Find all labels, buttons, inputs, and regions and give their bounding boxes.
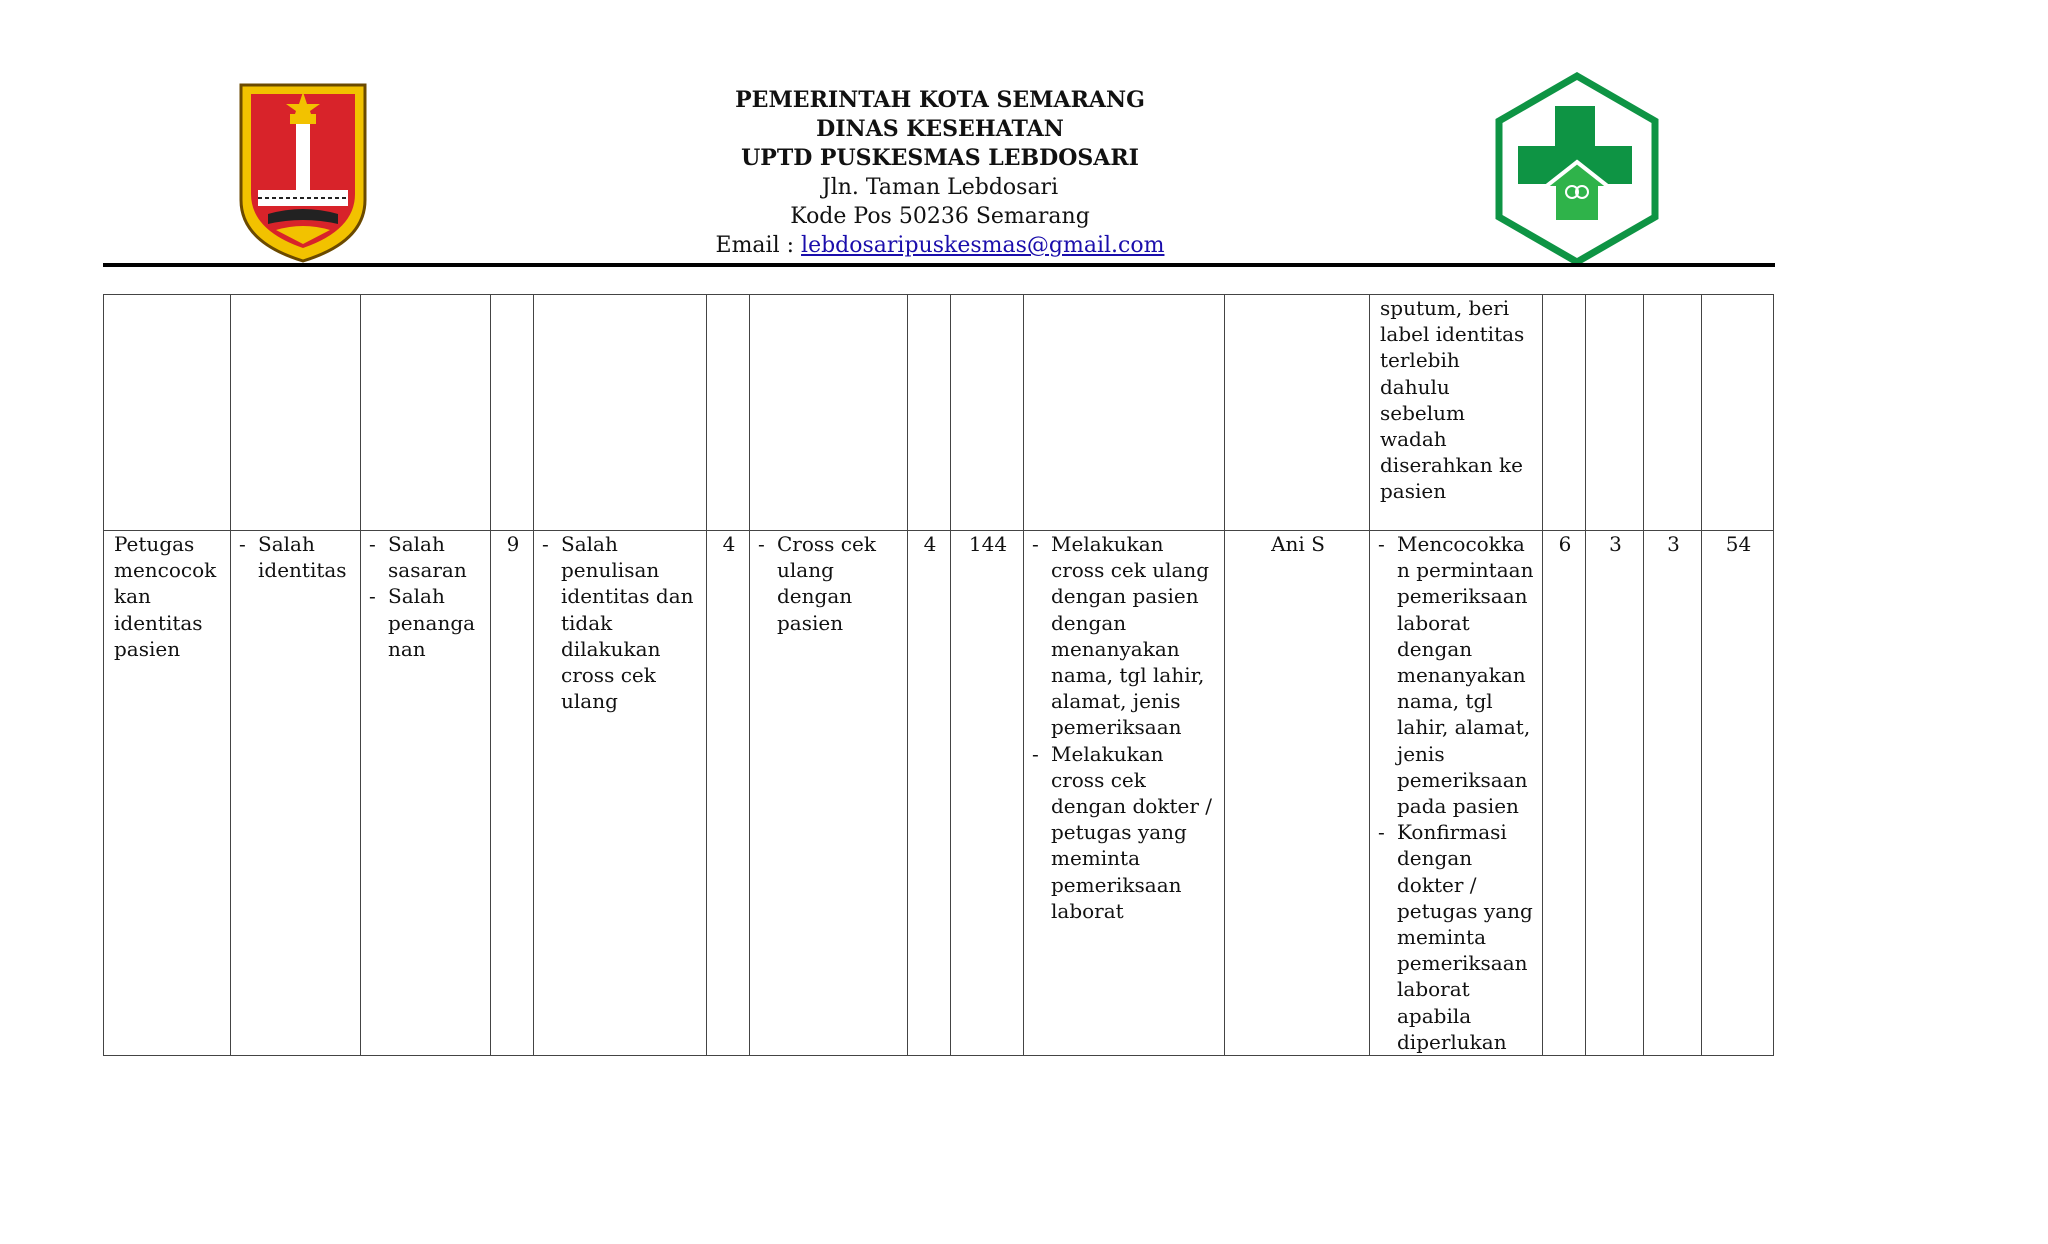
risk-table xyxy=(103,294,1774,1056)
table-cell xyxy=(908,295,951,531)
cause-cell xyxy=(534,531,707,1056)
puskesmas-name: UPTD PUSKESMAS LEBDOSARI xyxy=(741,145,1139,171)
pic-cell: Ani S xyxy=(1225,531,1370,1056)
semarang-city-crest-icon xyxy=(238,82,368,264)
action-cell xyxy=(1370,531,1543,1056)
list-item: - Salah identitas xyxy=(239,531,352,583)
puskesmas-green-cross-icon xyxy=(1494,72,1660,266)
list-item: - Cross cek ulang dengan pasien xyxy=(758,531,899,636)
address: Jln. Taman Lebdosari xyxy=(821,175,1059,200)
table-cell xyxy=(1644,295,1702,531)
table-cell xyxy=(1702,295,1774,531)
occurrence-after-cell: 3 xyxy=(1586,531,1644,1056)
rpn-after-cell: 54 xyxy=(1702,531,1774,1056)
list-item: - Salah penulisan identitas dan tidak dilakukan cross cek ulang xyxy=(542,531,698,714)
occurrence-cell: 4 xyxy=(707,531,750,1056)
table-cell xyxy=(1586,295,1644,531)
table-row xyxy=(104,531,1774,1056)
continued-action-cell: sputum, beri label identitas terlebih dahulu sebelum wadah diserahkan ke pasien xyxy=(1370,295,1543,531)
list-item: - Melakukan cross cek dengan dokter / petugas yang meminta pemeriksaan laborat xyxy=(1032,741,1216,924)
detection-after-cell: 3 xyxy=(1644,531,1702,1056)
detection-cell: 4 xyxy=(908,531,951,1056)
severity-after-cell: 6 xyxy=(1543,531,1586,1056)
severity-cell: 9 xyxy=(491,531,534,1056)
table-cell xyxy=(951,295,1024,531)
letterhead-text xyxy=(630,86,1250,260)
table-cell xyxy=(104,295,231,531)
letterhead-divider xyxy=(103,263,1775,267)
department-name: DINAS KESEHATAN xyxy=(816,116,1064,142)
table-cell xyxy=(1225,295,1370,531)
effect-cell xyxy=(361,531,491,1056)
email-label: Email : xyxy=(715,233,802,258)
activity-cell: Petugas mencocok kan identitas pasien xyxy=(104,531,231,1056)
list-item: - Salah penanga nan xyxy=(369,583,482,662)
table-cell xyxy=(707,295,750,531)
letterhead xyxy=(0,0,2048,270)
table-row xyxy=(104,295,1774,531)
table-cell xyxy=(1543,295,1586,531)
list-item: - Konfirmasi dengan dokter / petugas yang meminta pemeriksaan laborat apabila diperlukan xyxy=(1378,819,1534,1055)
table-cell xyxy=(534,295,707,531)
table-cell xyxy=(1024,295,1225,531)
table-cell xyxy=(491,295,534,531)
postal-code: Kode Pos 50236 Semarang xyxy=(790,204,1090,229)
table-cell xyxy=(361,295,491,531)
rpn-cell: 144 xyxy=(951,531,1024,1056)
table-cell xyxy=(750,295,908,531)
table-cell xyxy=(231,295,361,531)
recommendation-cell xyxy=(1024,531,1225,1056)
gov-name: PEMERINTAH KOTA SEMARANG xyxy=(735,87,1145,113)
email-link[interactable]: lebdosaripuskesmas@gmail.com xyxy=(801,233,1165,258)
control-cell xyxy=(750,531,908,1056)
list-item: - Mencocokkan permintaan pemeriksaan laborat dengan menanyakan nama, tgl lahir, alamat, jenis pemeriksaan pada pasien xyxy=(1378,531,1534,819)
list-item: - Melakukan cross cek ulang dengan pasien dengan menanyakan nama, tgl lahir, alamat, jenis pemeriksaan xyxy=(1032,531,1216,741)
email-line xyxy=(630,231,1250,260)
list-item: - Salah sasaran xyxy=(369,531,482,583)
failure-mode-cell xyxy=(231,531,361,1056)
